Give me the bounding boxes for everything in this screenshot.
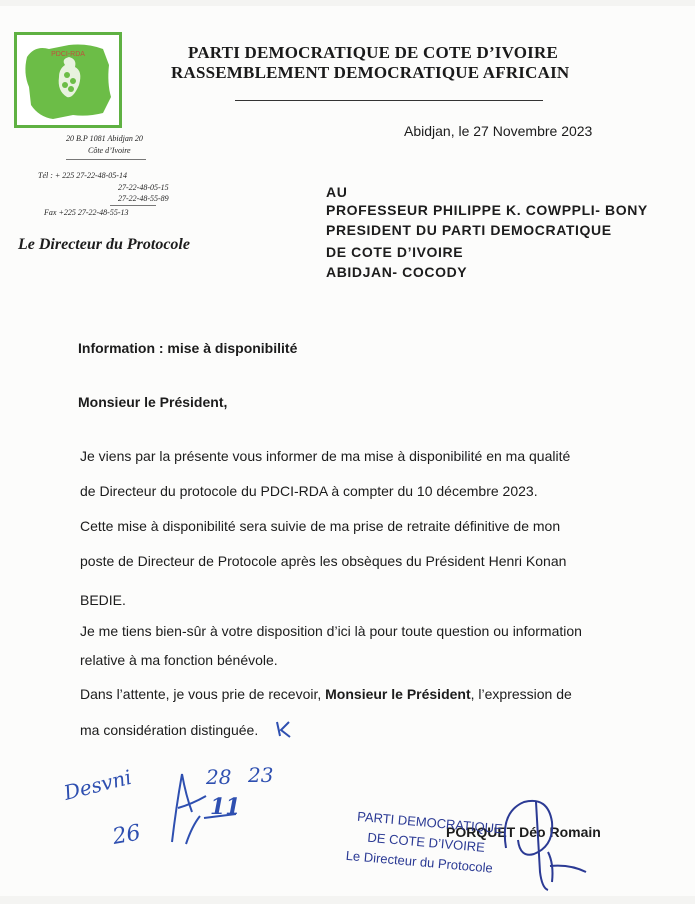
stamp-line-2: DE COTE D’IVOIRE xyxy=(366,829,486,855)
handwritten-note-2: 26 xyxy=(110,820,143,850)
initial-scribble xyxy=(172,774,206,844)
body-line-7: relative à ma fonction bénévole. xyxy=(80,652,278,668)
body-line-8 xyxy=(80,686,572,702)
handwritten-note-3: 28 xyxy=(206,765,232,789)
letter-salutation: Monsieur le Président, xyxy=(78,394,228,410)
closing-text-a: Dans l’attente, je vous prie de recevoir, xyxy=(80,686,326,702)
director-title: Le Directeur du Protocole xyxy=(18,236,190,253)
fax-number: Fax +225 27-22-48-55-13 xyxy=(44,208,129,217)
body-line-1: Je viens par la présente vous informer de ma mise à disponibilité en ma qualité xyxy=(80,448,571,464)
body-line-9: ma considération distinguée. xyxy=(80,722,259,738)
party-name-line2: RASSEMBLEMENT DEMOCRATIQUE AFRICAIN xyxy=(171,63,570,82)
letter-page xyxy=(0,6,695,896)
handwritten-signature xyxy=(490,792,600,896)
stamp-line-3: Le Directeur du Protocole xyxy=(345,847,494,876)
check-mark-icon xyxy=(274,718,294,740)
party-name-line1: PARTI DEMOCRATIQUE DE COTE D’IVOIRE xyxy=(188,43,559,62)
country-label: Côte d’Ivoire xyxy=(88,146,131,155)
handwritten-note-5: 11 xyxy=(210,794,241,820)
closing-text-bold: Monsieur le Président xyxy=(325,686,471,702)
phone-1: Tél : + 225 27-22-48-05-14 xyxy=(38,171,127,180)
recipient-line-2: PROFESSEUR PHILIPPE K. COWPPLI- BONY xyxy=(326,202,648,218)
body-line-6: Je me tiens bien-sûr à votre disposition d’ici là pour toute question ou information xyxy=(80,623,582,639)
contact-divider-2 xyxy=(110,205,156,206)
signatory-name: PORQUET Déo Romain xyxy=(446,824,601,840)
handwritten-annotation xyxy=(60,756,300,856)
recipient-line-5: ABIDJAN- COCODY xyxy=(326,264,468,280)
handwritten-note-4: 23 xyxy=(248,763,274,787)
body-line-5: BEDIE. xyxy=(80,592,126,608)
phone-2: 27-22-48-05-15 xyxy=(118,183,169,192)
recipient-line-4: DE COTE D’IVOIRE xyxy=(326,244,464,260)
body-line-4: poste de Directeur de Protocole après les obsèques du Président Henri Konan xyxy=(80,553,567,569)
svg-text:PDCI-RDA: PDCI-RDA xyxy=(51,51,85,58)
party-logo-graphic xyxy=(17,35,119,125)
letter-subject: Information : mise à disponibilité xyxy=(78,340,298,356)
handwritten-note-1: Desvni xyxy=(61,764,134,805)
postal-address: 20 B.P 1081 Abidjan 20 xyxy=(66,134,143,143)
header-divider xyxy=(235,100,543,101)
party-logo xyxy=(14,32,122,128)
recipient-line-3: PRESIDENT DU PARTI DEMOCRATIQUE xyxy=(326,222,612,238)
contact-divider xyxy=(66,159,146,160)
closing-text-c: , l’expression de xyxy=(470,686,572,702)
body-line-2: de Directeur du protocole du PDCI-RDA à compter du 10 décembre 2023. xyxy=(80,483,538,499)
stamp-line-1: PARTI DEMOCRATIQUE xyxy=(356,808,504,837)
recipient-line-1: AU xyxy=(326,184,348,200)
letter-date: Abidjan, le 27 Novembre 2023 xyxy=(404,123,593,139)
body-line-3: Cette mise à disponibilité sera suivie de ma prise de retraite définitive de mon xyxy=(80,518,561,534)
phone-3: 27-22-48-55-89 xyxy=(118,194,169,203)
